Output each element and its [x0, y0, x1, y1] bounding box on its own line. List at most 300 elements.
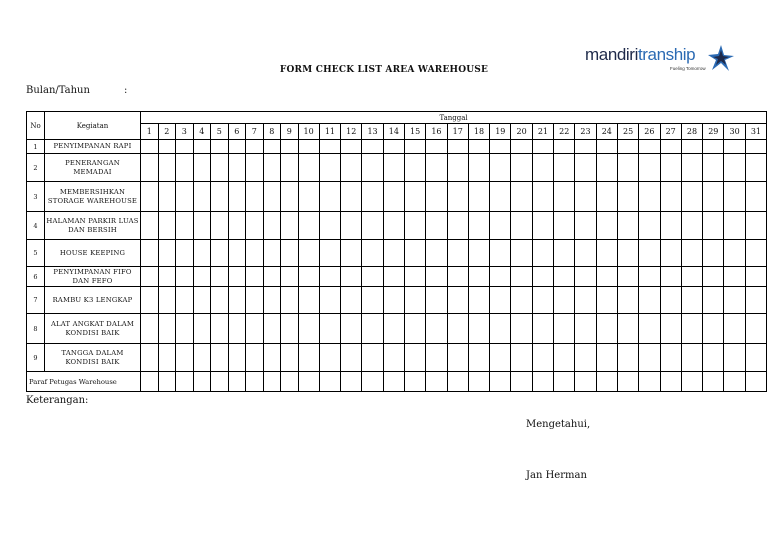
- check-cell[interactable]: [281, 182, 299, 212]
- check-cell[interactable]: [468, 182, 489, 212]
- check-cell[interactable]: [426, 212, 447, 240]
- check-cell[interactable]: [158, 267, 176, 287]
- signature-cell[interactable]: [246, 372, 264, 392]
- check-cell[interactable]: [511, 267, 532, 287]
- check-cell[interactable]: [575, 267, 596, 287]
- check-cell[interactable]: [141, 267, 159, 287]
- check-cell[interactable]: [745, 287, 766, 314]
- check-cell[interactable]: [426, 287, 447, 314]
- check-cell[interactable]: [596, 267, 617, 287]
- check-cell[interactable]: [193, 240, 211, 267]
- check-cell[interactable]: [404, 344, 425, 372]
- check-cell[interactable]: [426, 344, 447, 372]
- check-cell[interactable]: [596, 240, 617, 267]
- check-cell[interactable]: [319, 154, 340, 182]
- check-cell[interactable]: [468, 287, 489, 314]
- check-cell[interactable]: [246, 287, 264, 314]
- check-cell[interactable]: [639, 314, 660, 344]
- check-cell[interactable]: [404, 240, 425, 267]
- check-cell[interactable]: [193, 182, 211, 212]
- check-cell[interactable]: [617, 344, 638, 372]
- check-cell[interactable]: [639, 182, 660, 212]
- check-cell[interactable]: [404, 287, 425, 314]
- check-cell[interactable]: [228, 182, 246, 212]
- signature-cell[interactable]: [176, 372, 194, 392]
- check-cell[interactable]: [724, 287, 745, 314]
- check-cell[interactable]: [660, 182, 681, 212]
- check-cell[interactable]: [141, 182, 159, 212]
- check-cell[interactable]: [724, 154, 745, 182]
- check-cell[interactable]: [246, 182, 264, 212]
- check-cell[interactable]: [511, 140, 532, 154]
- check-cell[interactable]: [703, 344, 724, 372]
- check-cell[interactable]: [263, 140, 281, 154]
- signature-cell[interactable]: [228, 372, 246, 392]
- signature-cell[interactable]: [703, 372, 724, 392]
- check-cell[interactable]: [703, 314, 724, 344]
- check-cell[interactable]: [639, 287, 660, 314]
- check-cell[interactable]: [468, 140, 489, 154]
- check-cell[interactable]: [158, 287, 176, 314]
- check-cell[interactable]: [341, 287, 362, 314]
- check-cell[interactable]: [211, 267, 229, 287]
- check-cell[interactable]: [745, 212, 766, 240]
- check-cell[interactable]: [532, 267, 553, 287]
- check-cell[interactable]: [745, 182, 766, 212]
- check-cell[interactable]: [532, 344, 553, 372]
- check-cell[interactable]: [596, 212, 617, 240]
- check-cell[interactable]: [617, 182, 638, 212]
- signature-cell[interactable]: [617, 372, 638, 392]
- check-cell[interactable]: [681, 212, 702, 240]
- check-cell[interactable]: [703, 212, 724, 240]
- check-cell[interactable]: [176, 240, 194, 267]
- check-cell[interactable]: [228, 344, 246, 372]
- check-cell[interactable]: [341, 240, 362, 267]
- check-cell[interactable]: [575, 182, 596, 212]
- check-cell[interactable]: [362, 287, 383, 314]
- check-cell[interactable]: [575, 212, 596, 240]
- check-cell[interactable]: [228, 314, 246, 344]
- check-cell[interactable]: [211, 287, 229, 314]
- check-cell[interactable]: [383, 314, 404, 344]
- check-cell[interactable]: [660, 267, 681, 287]
- check-cell[interactable]: [724, 140, 745, 154]
- signature-cell[interactable]: [596, 372, 617, 392]
- check-cell[interactable]: [141, 212, 159, 240]
- check-cell[interactable]: [681, 344, 702, 372]
- check-cell[interactable]: [490, 212, 511, 240]
- check-cell[interactable]: [724, 212, 745, 240]
- check-cell[interactable]: [490, 154, 511, 182]
- check-cell[interactable]: [228, 154, 246, 182]
- check-cell[interactable]: [426, 140, 447, 154]
- check-cell[interactable]: [468, 314, 489, 344]
- check-cell[interactable]: [193, 140, 211, 154]
- signature-cell[interactable]: [447, 372, 468, 392]
- check-cell[interactable]: [554, 212, 575, 240]
- check-cell[interactable]: [617, 154, 638, 182]
- check-cell[interactable]: [319, 344, 340, 372]
- signature-cell[interactable]: [724, 372, 745, 392]
- check-cell[interactable]: [532, 154, 553, 182]
- check-cell[interactable]: [341, 140, 362, 154]
- check-cell[interactable]: [447, 212, 468, 240]
- check-cell[interactable]: [211, 314, 229, 344]
- check-cell[interactable]: [362, 344, 383, 372]
- check-cell[interactable]: [511, 314, 532, 344]
- check-cell[interactable]: [554, 314, 575, 344]
- check-cell[interactable]: [176, 154, 194, 182]
- check-cell[interactable]: [228, 212, 246, 240]
- check-cell[interactable]: [511, 154, 532, 182]
- signature-cell[interactable]: [362, 372, 383, 392]
- check-cell[interactable]: [447, 344, 468, 372]
- check-cell[interactable]: [141, 240, 159, 267]
- check-cell[interactable]: [176, 287, 194, 314]
- check-cell[interactable]: [246, 240, 264, 267]
- check-cell[interactable]: [298, 240, 319, 267]
- check-cell[interactable]: [193, 314, 211, 344]
- check-cell[interactable]: [468, 267, 489, 287]
- check-cell[interactable]: [193, 344, 211, 372]
- check-cell[interactable]: [554, 344, 575, 372]
- check-cell[interactable]: [639, 140, 660, 154]
- check-cell[interactable]: [341, 344, 362, 372]
- check-cell[interactable]: [639, 344, 660, 372]
- check-cell[interactable]: [341, 314, 362, 344]
- check-cell[interactable]: [532, 140, 553, 154]
- check-cell[interactable]: [554, 154, 575, 182]
- check-cell[interactable]: [383, 267, 404, 287]
- check-cell[interactable]: [617, 240, 638, 267]
- check-cell[interactable]: [660, 287, 681, 314]
- check-cell[interactable]: [532, 287, 553, 314]
- check-cell[interactable]: [362, 212, 383, 240]
- check-cell[interactable]: [596, 314, 617, 344]
- check-cell[interactable]: [263, 287, 281, 314]
- check-cell[interactable]: [660, 154, 681, 182]
- check-cell[interactable]: [281, 267, 299, 287]
- check-cell[interactable]: [575, 154, 596, 182]
- signature-cell[interactable]: [575, 372, 596, 392]
- check-cell[interactable]: [193, 287, 211, 314]
- check-cell[interactable]: [639, 212, 660, 240]
- check-cell[interactable]: [468, 154, 489, 182]
- check-cell[interactable]: [281, 287, 299, 314]
- signature-cell[interactable]: [511, 372, 532, 392]
- check-cell[interactable]: [703, 240, 724, 267]
- check-cell[interactable]: [193, 267, 211, 287]
- check-cell[interactable]: [724, 267, 745, 287]
- check-cell[interactable]: [246, 154, 264, 182]
- check-cell[interactable]: [211, 344, 229, 372]
- check-cell[interactable]: [298, 140, 319, 154]
- check-cell[interactable]: [490, 344, 511, 372]
- signature-cell[interactable]: [383, 372, 404, 392]
- check-cell[interactable]: [490, 140, 511, 154]
- check-cell[interactable]: [511, 240, 532, 267]
- check-cell[interactable]: [298, 182, 319, 212]
- check-cell[interactable]: [383, 240, 404, 267]
- check-cell[interactable]: [426, 314, 447, 344]
- check-cell[interactable]: [158, 314, 176, 344]
- check-cell[interactable]: [639, 154, 660, 182]
- check-cell[interactable]: [447, 140, 468, 154]
- check-cell[interactable]: [404, 267, 425, 287]
- check-cell[interactable]: [660, 240, 681, 267]
- check-cell[interactable]: [468, 240, 489, 267]
- check-cell[interactable]: [298, 287, 319, 314]
- signature-cell[interactable]: [554, 372, 575, 392]
- check-cell[interactable]: [745, 140, 766, 154]
- check-cell[interactable]: [596, 344, 617, 372]
- check-cell[interactable]: [681, 182, 702, 212]
- check-cell[interactable]: [193, 212, 211, 240]
- check-cell[interactable]: [319, 182, 340, 212]
- check-cell[interactable]: [211, 212, 229, 240]
- check-cell[interactable]: [281, 344, 299, 372]
- check-cell[interactable]: [158, 344, 176, 372]
- check-cell[interactable]: [383, 182, 404, 212]
- check-cell[interactable]: [263, 344, 281, 372]
- signature-cell[interactable]: [341, 372, 362, 392]
- check-cell[interactable]: [681, 154, 702, 182]
- check-cell[interactable]: [362, 240, 383, 267]
- check-cell[interactable]: [211, 240, 229, 267]
- check-cell[interactable]: [554, 287, 575, 314]
- check-cell[interactable]: [681, 240, 702, 267]
- check-cell[interactable]: [617, 287, 638, 314]
- check-cell[interactable]: [490, 314, 511, 344]
- check-cell[interactable]: [298, 314, 319, 344]
- check-cell[interactable]: [158, 154, 176, 182]
- check-cell[interactable]: [362, 267, 383, 287]
- check-cell[interactable]: [404, 314, 425, 344]
- check-cell[interactable]: [263, 240, 281, 267]
- signature-cell[interactable]: [193, 372, 211, 392]
- check-cell[interactable]: [404, 140, 425, 154]
- check-cell[interactable]: [362, 182, 383, 212]
- check-cell[interactable]: [404, 182, 425, 212]
- check-cell[interactable]: [383, 344, 404, 372]
- check-cell[interactable]: [281, 314, 299, 344]
- check-cell[interactable]: [447, 267, 468, 287]
- check-cell[interactable]: [211, 154, 229, 182]
- check-cell[interactable]: [681, 287, 702, 314]
- check-cell[interactable]: [447, 240, 468, 267]
- check-cell[interactable]: [511, 182, 532, 212]
- check-cell[interactable]: [575, 140, 596, 154]
- check-cell[interactable]: [617, 314, 638, 344]
- check-cell[interactable]: [211, 182, 229, 212]
- check-cell[interactable]: [341, 212, 362, 240]
- signature-cell[interactable]: [639, 372, 660, 392]
- check-cell[interactable]: [281, 140, 299, 154]
- check-cell[interactable]: [511, 344, 532, 372]
- check-cell[interactable]: [383, 212, 404, 240]
- check-cell[interactable]: [575, 287, 596, 314]
- check-cell[interactable]: [617, 140, 638, 154]
- check-cell[interactable]: [341, 267, 362, 287]
- check-cell[interactable]: [554, 140, 575, 154]
- check-cell[interactable]: [447, 154, 468, 182]
- check-cell[interactable]: [660, 314, 681, 344]
- check-cell[interactable]: [228, 240, 246, 267]
- check-cell[interactable]: [617, 212, 638, 240]
- check-cell[interactable]: [404, 154, 425, 182]
- check-cell[interactable]: [639, 240, 660, 267]
- signature-cell[interactable]: [468, 372, 489, 392]
- signature-cell[interactable]: [681, 372, 702, 392]
- check-cell[interactable]: [596, 287, 617, 314]
- check-cell[interactable]: [141, 140, 159, 154]
- check-cell[interactable]: [447, 182, 468, 212]
- check-cell[interactable]: [319, 314, 340, 344]
- check-cell[interactable]: [298, 154, 319, 182]
- check-cell[interactable]: [383, 154, 404, 182]
- check-cell[interactable]: [681, 314, 702, 344]
- check-cell[interactable]: [724, 240, 745, 267]
- check-cell[interactable]: [158, 240, 176, 267]
- check-cell[interactable]: [228, 267, 246, 287]
- check-cell[interactable]: [554, 267, 575, 287]
- check-cell[interactable]: [298, 267, 319, 287]
- check-cell[interactable]: [176, 182, 194, 212]
- check-cell[interactable]: [724, 314, 745, 344]
- signature-cell[interactable]: [745, 372, 766, 392]
- check-cell[interactable]: [426, 154, 447, 182]
- check-cell[interactable]: [745, 240, 766, 267]
- check-cell[interactable]: [281, 154, 299, 182]
- check-cell[interactable]: [281, 240, 299, 267]
- check-cell[interactable]: [298, 344, 319, 372]
- check-cell[interactable]: [703, 267, 724, 287]
- check-cell[interactable]: [176, 267, 194, 287]
- check-cell[interactable]: [511, 287, 532, 314]
- check-cell[interactable]: [319, 287, 340, 314]
- check-cell[interactable]: [490, 267, 511, 287]
- check-cell[interactable]: [263, 212, 281, 240]
- check-cell[interactable]: [703, 182, 724, 212]
- check-cell[interactable]: [426, 267, 447, 287]
- check-cell[interactable]: [281, 212, 299, 240]
- check-cell[interactable]: [383, 140, 404, 154]
- check-cell[interactable]: [703, 287, 724, 314]
- check-cell[interactable]: [745, 344, 766, 372]
- check-cell[interactable]: [228, 140, 246, 154]
- check-cell[interactable]: [532, 314, 553, 344]
- check-cell[interactable]: [246, 212, 264, 240]
- check-cell[interactable]: [532, 240, 553, 267]
- check-cell[interactable]: [211, 140, 229, 154]
- check-cell[interactable]: [341, 154, 362, 182]
- check-cell[interactable]: [158, 140, 176, 154]
- signature-cell[interactable]: [263, 372, 281, 392]
- check-cell[interactable]: [362, 140, 383, 154]
- check-cell[interactable]: [724, 182, 745, 212]
- signature-cell[interactable]: [660, 372, 681, 392]
- check-cell[interactable]: [490, 182, 511, 212]
- check-cell[interactable]: [703, 140, 724, 154]
- check-cell[interactable]: [176, 314, 194, 344]
- signature-cell[interactable]: [532, 372, 553, 392]
- check-cell[interactable]: [596, 154, 617, 182]
- check-cell[interactable]: [141, 344, 159, 372]
- check-cell[interactable]: [681, 267, 702, 287]
- check-cell[interactable]: [141, 314, 159, 344]
- check-cell[interactable]: [596, 182, 617, 212]
- check-cell[interactable]: [596, 140, 617, 154]
- check-cell[interactable]: [639, 267, 660, 287]
- check-cell[interactable]: [158, 212, 176, 240]
- check-cell[interactable]: [176, 140, 194, 154]
- check-cell[interactable]: [228, 287, 246, 314]
- check-cell[interactable]: [319, 267, 340, 287]
- check-cell[interactable]: [745, 267, 766, 287]
- check-cell[interactable]: [263, 154, 281, 182]
- check-cell[interactable]: [681, 140, 702, 154]
- check-cell[interactable]: [532, 182, 553, 212]
- check-cell[interactable]: [341, 182, 362, 212]
- signature-cell[interactable]: [404, 372, 425, 392]
- check-cell[interactable]: [447, 314, 468, 344]
- check-cell[interactable]: [319, 240, 340, 267]
- signature-cell[interactable]: [490, 372, 511, 392]
- check-cell[interactable]: [575, 314, 596, 344]
- signature-cell[interactable]: [211, 372, 229, 392]
- check-cell[interactable]: [404, 212, 425, 240]
- check-cell[interactable]: [383, 287, 404, 314]
- check-cell[interactable]: [362, 154, 383, 182]
- check-cell[interactable]: [246, 140, 264, 154]
- check-cell[interactable]: [246, 267, 264, 287]
- check-cell[interactable]: [660, 140, 681, 154]
- check-cell[interactable]: [158, 182, 176, 212]
- signature-cell[interactable]: [281, 372, 299, 392]
- check-cell[interactable]: [660, 212, 681, 240]
- check-cell[interactable]: [511, 212, 532, 240]
- check-cell[interactable]: [246, 344, 264, 372]
- check-cell[interactable]: [426, 182, 447, 212]
- check-cell[interactable]: [263, 314, 281, 344]
- check-cell[interactable]: [703, 154, 724, 182]
- check-cell[interactable]: [468, 344, 489, 372]
- signature-cell[interactable]: [319, 372, 340, 392]
- check-cell[interactable]: [141, 287, 159, 314]
- check-cell[interactable]: [660, 344, 681, 372]
- check-cell[interactable]: [554, 182, 575, 212]
- check-cell[interactable]: [575, 344, 596, 372]
- check-cell[interactable]: [617, 267, 638, 287]
- check-cell[interactable]: [745, 314, 766, 344]
- check-cell[interactable]: [490, 240, 511, 267]
- check-cell[interactable]: [176, 344, 194, 372]
- check-cell[interactable]: [141, 154, 159, 182]
- check-cell[interactable]: [263, 267, 281, 287]
- check-cell[interactable]: [447, 287, 468, 314]
- check-cell[interactable]: [319, 212, 340, 240]
- check-cell[interactable]: [246, 314, 264, 344]
- check-cell[interactable]: [263, 182, 281, 212]
- check-cell[interactable]: [575, 240, 596, 267]
- signature-cell[interactable]: [426, 372, 447, 392]
- check-cell[interactable]: [362, 314, 383, 344]
- check-cell[interactable]: [532, 212, 553, 240]
- check-cell[interactable]: [176, 212, 194, 240]
- check-cell[interactable]: [490, 287, 511, 314]
- check-cell[interactable]: [468, 212, 489, 240]
